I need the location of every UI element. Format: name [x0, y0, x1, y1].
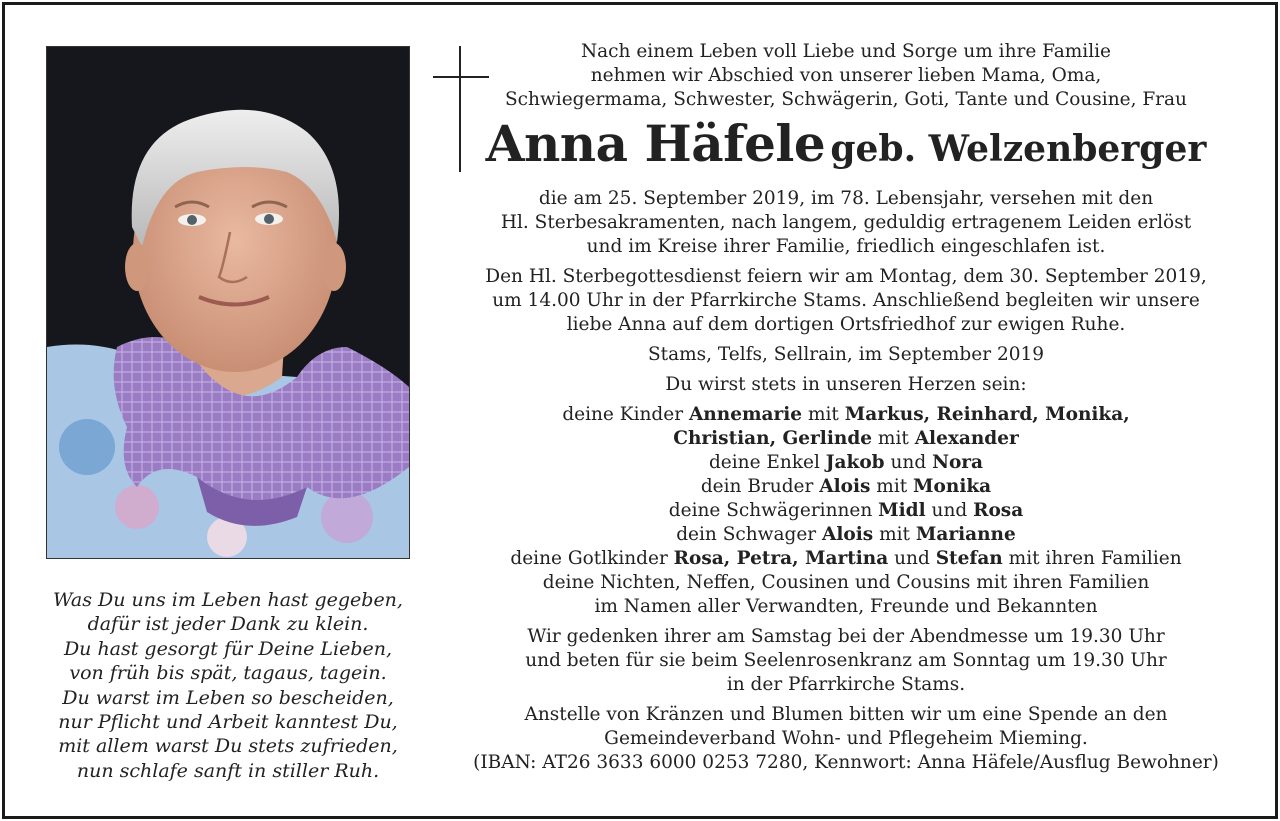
children-line-2 [440, 427, 1252, 451]
donation-line: Gemeindeverband Wohn- und Pflegeheim Mieming. [604, 728, 1088, 749]
funeral-line: um 14.00 Uhr in der Pfarrkirche Stams. Anschließend begleiten wir unsere [492, 290, 1200, 311]
relative-name: Rosa, Petra, Martina [673, 548, 889, 569]
connector: und [884, 452, 933, 473]
godchildren-line [440, 547, 1252, 571]
heart-line: Du wirst stets in unseren Herzen sein: [665, 374, 1027, 395]
funeral-line: liebe Anna auf dem dortigen Ortsfriedhof zur ewigen Ruhe. [566, 314, 1126, 335]
relative-name: Rosa [973, 500, 1024, 521]
relative-name: Christian, Gerlinde [673, 428, 873, 449]
relation-label: deine Schwägerinnen [668, 500, 879, 521]
funeral-line: Den Hl. Sterbegottesdienst feiern wir am Montag, dem 30. September 2019, [485, 266, 1207, 287]
intro-line: nehmen wir Abschied von unserer lieben Mama, Oma, [590, 65, 1102, 86]
obituary-text [440, 40, 1252, 775]
relative-name: Nora [932, 452, 984, 473]
relative-name: Stefan [935, 548, 1003, 569]
memorial-line: und beten für sie beim Seelenrosenkranz am Sonntag um 19.30 Uhr [525, 650, 1167, 671]
intro-line: Schwiegermama, Schwester, Schwägerin, Goti, Tante und Cousine, Frau [505, 89, 1187, 110]
connector: mit [870, 476, 914, 497]
relation-label: deine Enkel [708, 452, 826, 473]
connector: mit [802, 404, 845, 425]
memorial-line: Wir gedenken ihrer am Samstag bei der Abendmesse um 19.30 Uhr [527, 626, 1165, 647]
place-date: Stams, Telfs, Sellrain, im September 2019 [647, 344, 1045, 365]
deceased-name [440, 115, 1252, 185]
portrait-photo [46, 46, 410, 559]
grandchildren-line [440, 451, 1252, 475]
connector: mit ihren Familien [1002, 548, 1182, 569]
relatives-line: im Namen aller Verwandten, Freunde und Bekannten [594, 596, 1098, 617]
relative-name: Alois [822, 524, 874, 545]
memorial-line: in der Pfarrkirche Stams. [726, 674, 966, 695]
death-notice-line: die am 25. September 2019, im 78. Lebensjahr, versehen mit den [538, 188, 1154, 209]
poem-line: von früh bis spät, tagaus, tagein. [69, 662, 387, 685]
poem-line: Du hast gesorgt für Deine Lieben, [63, 637, 393, 660]
brother-line [440, 475, 1252, 499]
death-notice-line: und im Kreise ihrer Familie, friedlich eingeschlafen ist. [586, 236, 1106, 257]
relation-label: dein Bruder [700, 476, 820, 497]
connector: und [888, 548, 936, 569]
donation-line: (IBAN: AT26 3633 6000 0253 7280, Kennwort: Anna Häfele/Ausflug Bewohner) [473, 752, 1219, 773]
poem-line: mit allem warst Du stets zufrieden, [58, 735, 398, 758]
brother-in-law-line [440, 523, 1252, 547]
donation-info [440, 703, 1252, 775]
poem-line: Was Du uns im Leben hast gegeben, [53, 589, 403, 611]
sisters-in-law-line [440, 499, 1252, 523]
connector: mit [872, 428, 915, 449]
relative-name: Marianne [915, 524, 1016, 545]
deceased-full-name: Anna Häfele [485, 114, 826, 173]
poem-line: nun schlafe sanft in stiller Ruh. [76, 759, 380, 782]
poem-line: dafür ist jeder Dank zu klein. [87, 613, 369, 636]
relative-name: Midl [878, 500, 926, 521]
intro-line: Nach einem Leben voll Liebe und Sorge um ihre Familie [580, 41, 1112, 62]
death-notice-line: Hl. Sterbesakramenten, nach langem, geduldig ertragenem Leiden erlöst [500, 212, 1192, 233]
intro-text [440, 40, 1252, 112]
death-notice [440, 187, 1252, 259]
connector: mit [873, 524, 916, 545]
relative-name: Alois [819, 476, 871, 497]
nieces-line: deine Nichten, Neffen, Cousinen und Cousins mit ihren Familien [542, 572, 1150, 593]
poem-line: Du warst im Leben so bescheiden, [62, 686, 394, 709]
children-line [440, 403, 1252, 427]
mourners-list [440, 403, 1252, 619]
relation-label: dein Schwager [676, 524, 823, 545]
relative-name: Annemarie [688, 404, 803, 425]
donation-line: Anstelle von Kränzen und Blumen bitten wir um eine Spende an den [524, 704, 1168, 725]
connector: und [925, 500, 974, 521]
portrait-image [47, 47, 409, 558]
poem-line: nur Pflicht und Arbeit kanntest Du, [58, 711, 398, 734]
memorial-poem [28, 588, 428, 783]
relative-name: Alexander [914, 428, 1019, 449]
memorial-masses [440, 625, 1252, 697]
funeral-info [440, 265, 1252, 337]
relative-name: Monika [913, 476, 992, 497]
relation-label: deine Gotlkinder [510, 548, 674, 569]
relation-label: deine Kinder [562, 404, 689, 425]
relative-name: Jakob [825, 452, 885, 473]
relative-name: Markus, Reinhard, Monika, [844, 404, 1130, 425]
deceased-maiden-name: geb. Welzenberger [830, 128, 1207, 170]
